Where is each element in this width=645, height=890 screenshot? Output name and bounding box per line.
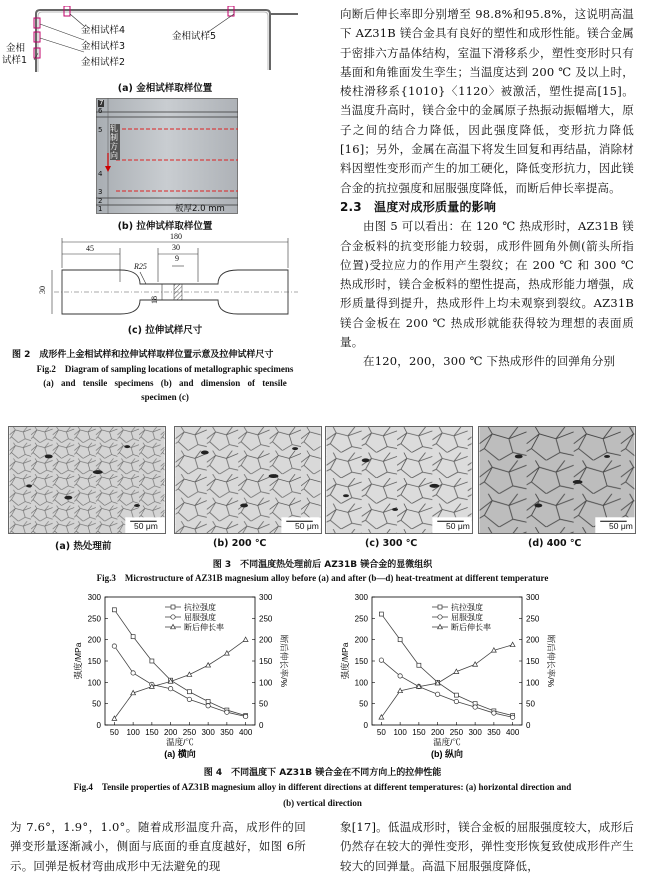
chart-a-series-line-0: [114, 610, 245, 716]
chart-a-xtick-label: 150: [145, 728, 159, 737]
chart-b-point-triangle: [510, 642, 515, 646]
fig3-title-cn: 图 3 不同温度热处理前后 AZ31B 镁合金的显微组织: [212, 560, 433, 570]
chart-b-series-line-2: [381, 645, 512, 718]
chart-a-ytick-label: 50: [92, 699, 101, 709]
chart-b-ytick-label: 200: [354, 635, 368, 645]
plate-row-3: 3: [98, 188, 103, 196]
chart-a-ytick-label: 200: [87, 635, 101, 645]
chart-b-ytick-label: 50: [359, 699, 368, 709]
chart-a-point-circle: [225, 710, 229, 714]
fig2a-caption: (a) 金相试样取样位置: [117, 83, 213, 94]
chart-a-point-circle: [206, 704, 210, 708]
paragraph-1: 向断后伸长率即分别增至 98.8%和95.8%，这说明高温下 AZ31B 镁合金具有良好的塑性和成形性能。镁合金属于密排六方晶体结构，室温下滑移系少，塑性变形时只有基面和角锥面发生孪生；当温度达到 200 ℃ 及以上时，棱柱滑移系{1010}〈1120〉被激活，塑性提高[15]。当温度升高时，镁合金中的金属原子热振动振幅增大，原子之间的结合力降低，因此强度降低，变形抗力降低[16]；另外，金属在高温下将发生回复和再结晶，消除材料因塑性变形而产生的加工硬化，降低变形抗力，因此镁合金的抗拉强度和屈服强度降低，而断后伸长率提高。: [340, 7, 634, 195]
chart-a-xtick-label: 200: [163, 728, 178, 737]
scale-bar-c: 50 μm: [446, 521, 470, 531]
chart-a-legend-label-2: 断后伸长率: [184, 623, 224, 632]
chart-a-xtick-label: 250: [182, 728, 197, 737]
chart-a-point-square: [187, 690, 191, 694]
chart-a-xtick-label: 400: [238, 728, 253, 737]
fig3-title-en: Fig.3 Microstructure of AZ31B magnesium alloy before (a) and after (b—d) heat-treatment at different temperature: [96, 573, 549, 583]
chart-b-point-circle: [454, 699, 458, 703]
chart-b-y2label: 断后伸长率/%: [546, 634, 556, 688]
rolling-direction-label: 轧制方向: [110, 124, 118, 160]
plate-thickness-label: 板厚2.0 mm: [175, 204, 225, 214]
chart-a-legend-marker-1: [171, 615, 175, 619]
chart-a-point-square: [112, 608, 116, 612]
chart-b-ytick-label: 100: [354, 678, 368, 688]
plate-row-5: 5: [98, 126, 103, 134]
dim-mid: 30: [172, 243, 180, 252]
chart-b-legend-marker-1: [438, 615, 442, 619]
plate-row-7: 7: [99, 99, 104, 107]
chart-b-y2tick-label: 50: [526, 699, 535, 709]
chart-b-ytick-label: 0: [363, 721, 368, 730]
chart-b-ytick-label: 150: [354, 657, 368, 666]
chart-b-xtick-label: 200: [430, 728, 445, 737]
fig4-title-en-2: (b) vertical direction: [283, 798, 362, 808]
chart-b-legend-label-0: 抗拉强度: [451, 603, 483, 612]
chart-a-frame: [105, 597, 255, 725]
chart-b-y2tick-label: 100: [526, 678, 540, 688]
label-specimen-1a: 金相: [6, 43, 26, 54]
section-heading-2-3: 2.3 温度对成形质量的影响: [340, 199, 497, 214]
chart-a-xtick-label: 300: [201, 728, 215, 737]
chart-a-y2tick-label: 250: [259, 614, 273, 624]
figure-2: [0, 0, 330, 410]
chart-a-xtick-label: 350: [220, 728, 234, 737]
micrograph-a: [8, 426, 166, 534]
fig2-title-en-1: Fig.2 Diagram of sampling locations of metallographic specimens: [36, 364, 294, 374]
chart-b-ytick-label: 300: [354, 593, 368, 602]
chart-a-legend-label-0: 抗拉强度: [184, 603, 216, 612]
chart-b-point-circle: [492, 711, 496, 715]
chart-b-xtick-label: 100: [393, 728, 407, 737]
chart-b-point-square: [417, 663, 421, 667]
chart-a-xlabel: 温度/℃: [166, 737, 194, 747]
scale-bar-b: 50 μm: [295, 521, 319, 531]
chart-a-point-square: [131, 635, 135, 639]
dim-left: 45: [86, 244, 94, 253]
label-specimen-3: 金相试样3: [81, 41, 126, 52]
chart-b-y2tick-label: 250: [526, 614, 540, 624]
fig2a-diagram: [28, 6, 303, 76]
micrograph-b: [174, 426, 322, 534]
dim-width: 30: [38, 286, 47, 294]
chart-a-caption: (a) 横向: [164, 749, 196, 759]
chart-a-point-circle: [187, 697, 191, 701]
chart-a-y2tick-label: 300: [259, 593, 273, 602]
micrograph-d: [478, 426, 636, 534]
chart-a-point-square: [206, 700, 210, 704]
chart-b-legend-label-1: 屈服强度: [451, 613, 483, 622]
chart-a-y2tick-label: 100: [259, 678, 273, 688]
fig2-title-en-2: (a) and tensile specimens (b) and dimension of tensile: [43, 378, 287, 388]
chart-a-point-triangle: [206, 663, 211, 667]
chart-b-series-line-0: [381, 614, 512, 716]
chart-a-y2label: 断后伸长率/%: [279, 634, 289, 688]
chart-a-point-circle: [243, 714, 247, 718]
right-column: [340, 5, 634, 420]
chart-b-point-triangle: [473, 662, 478, 666]
scale-bar-d: 50 μm: [609, 521, 633, 531]
bottom-left-text: 为 7.6°，1.9°，1.0°。随着成形温度升高，成形件的回弹变形量逐渐减小，侧面与底面的垂直度越好，如图 6所示。回弹是板材弯曲成形中无法避免的现: [10, 820, 306, 873]
chart-a-ytick-label: 150: [87, 657, 101, 666]
chart-b-legend-marker-2: [438, 624, 443, 628]
chart-a-ytick-label: 300: [87, 593, 101, 602]
chart-a-y2tick-label: 150: [259, 657, 273, 666]
chart-a-point-circle: [131, 671, 135, 675]
plate-row-2: 2: [98, 197, 103, 205]
chart-b-legend-marker-0: [438, 605, 442, 609]
chart-b-y2tick-label: 200: [526, 635, 540, 645]
chart-b-ylabel: 强度/MPa: [340, 642, 350, 680]
chart-a-legend-marker-0: [171, 605, 175, 609]
chart-a-ylabel: 强度/MPa: [73, 642, 83, 680]
chart-b-caption: (b) 纵向: [431, 749, 463, 759]
label-specimen-2: 金相试样2: [81, 57, 126, 68]
chart-b-legend-label-2: 断后伸长率: [451, 623, 491, 632]
chart-b-xtick-label: 300: [468, 728, 482, 737]
chart-a-point-circle: [168, 687, 172, 691]
fig2c-caption: (c) 拉伸试样尺寸: [127, 325, 203, 336]
chart-b-point-square: [454, 693, 458, 697]
label-specimen-5: 金相试样5: [172, 31, 217, 42]
figure-3: [0, 420, 645, 585]
chart-b-point-circle: [379, 658, 383, 662]
chart-a-point-triangle: [224, 651, 229, 655]
chart-a-legend-marker-2: [171, 624, 176, 628]
fig2-title-en-3: specimen (c): [141, 392, 189, 402]
chart-a-ytick-label: 100: [87, 678, 101, 688]
chart-a-y2tick-label: 0: [259, 721, 264, 730]
bottom-right-text: 象[17]。低温成形时，镁合金板的屈服强度较大，成形后仍然存在较大的弹性变形，弹性变形恢复致使成形件产生较大的回弹量。高温下屈服强度降低，: [340, 820, 634, 873]
chart-b-xtick-label: 150: [412, 728, 426, 737]
label-specimen-4: 金相试样4: [81, 25, 126, 36]
chart-a-xtick-label: 50: [109, 728, 119, 737]
chart-b-y2tick-label: 300: [526, 593, 540, 602]
chart-b-xlabel: 温度/℃: [433, 737, 461, 747]
micrograph-label-d: (d) 400 ℃: [528, 538, 582, 549]
micrograph-label-a: (a) 热处理前: [55, 541, 112, 552]
chart-b-point-square: [379, 612, 383, 616]
chart-a-ytick-label: 0: [96, 721, 101, 730]
chart-b-point-circle: [473, 705, 477, 709]
chart-b-point-circle: [510, 715, 514, 719]
chart-b-point-square: [398, 638, 402, 642]
chart-a-point-square: [150, 659, 154, 663]
micrograph-label-b: (b) 200 ℃: [213, 538, 267, 549]
chart-a-legend-label-1: 屈服强度: [184, 613, 216, 622]
paragraph-3: 在120，200，300 ℃ 下热成形件的回弹角分别: [363, 354, 616, 369]
chart-a-point-circle: [112, 644, 116, 648]
chart-b-ytick-label: 250: [354, 614, 368, 624]
chart-a-ytick-label: 250: [87, 614, 101, 624]
chart-a-y2tick-label: 200: [259, 635, 273, 645]
micrograph-label-c: (c) 300 ℃: [365, 538, 418, 549]
fig2b-caption: (b) 拉伸试样取样位置: [117, 221, 213, 232]
paragraph-2: 由图 5 可以看出：在 120 ℃ 热成形时，AZ31B 镁合金板料的抗变形能力较弱，成形件圆角外侧(箭头所指位置)受拉应力的作用产生裂纹；在 200 ℃ 和 300 ℃ 热成形时，镁合金板料的塑性提高，热成形能力增强，成形质量得到提升，热成形件上均未观察到裂纹。AZ31B 镁合金板在 200 ℃ 热成形就能获得较为理想的表面质量。: [340, 219, 634, 350]
plate-row-1: 1: [98, 205, 103, 213]
chart-b-xtick-label: 400: [505, 728, 520, 737]
chart-a-y2tick-label: 50: [259, 699, 268, 709]
chart-b-point-circle: [435, 692, 439, 696]
fig2-title-cn: 图 2 成形件上金相试样和拉伸试样取样位置示意及拉伸试样尺寸: [12, 350, 274, 360]
chart-b-frame: [372, 597, 522, 725]
chart-b-xtick-label: 350: [487, 728, 501, 737]
figure-4-charts: [0, 585, 645, 760]
chart-a-series-line-2: [114, 640, 245, 719]
dim-radius: R25: [134, 262, 147, 271]
chart-a-series-line-1: [114, 646, 245, 716]
fig4-title-cn: 图 4 不同温度下 AZ31B 镁合金在不同方向上的拉伸性能: [203, 768, 442, 778]
chart-b-xtick-label: 50: [376, 728, 386, 737]
scale-bar-a: 50 μm: [134, 521, 158, 531]
chart-b-y2tick-label: 150: [526, 657, 540, 666]
chart-b-point-circle: [398, 674, 402, 678]
chart-b-y2tick-label: 0: [526, 721, 531, 730]
chart-a-xtick-label: 100: [126, 728, 140, 737]
label-specimen-1b: 试样1: [2, 55, 28, 66]
fig4-title-en-1: Fig.4 Tensile properties of AZ31B magnesium alloy in different directions at different temperatures: (a) horizontal direction and: [73, 782, 572, 792]
dim-inner: 9: [175, 254, 179, 263]
plate-row-4: 4: [98, 170, 103, 178]
dim-total: 180: [170, 232, 182, 241]
micrograph-c: [325, 426, 473, 534]
dim-neck: 18: [150, 296, 159, 304]
chart-a-point-triangle: [243, 637, 248, 641]
chart-b-xtick-label: 250: [449, 728, 464, 737]
plate-row-6: 6: [98, 107, 103, 115]
